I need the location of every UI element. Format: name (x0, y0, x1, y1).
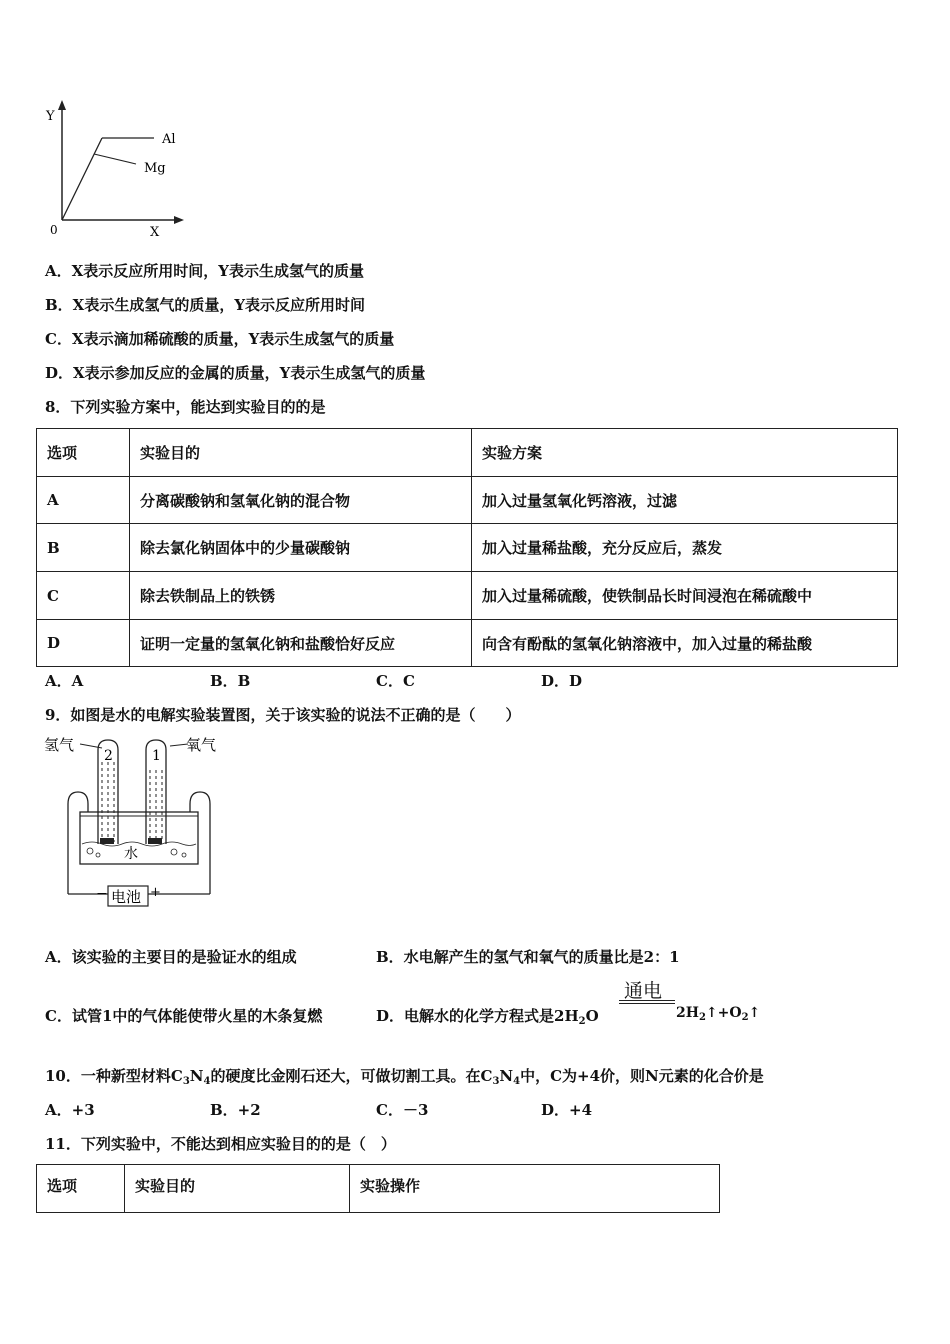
q10-answer-c: C．－3 (376, 1101, 429, 1119)
q8-answer-c: C．C (376, 672, 415, 690)
table-cell: A (37, 477, 130, 524)
q8-question: 8．下列实验方案中，能达到实验目的的是 (45, 398, 326, 416)
header-cell: 选项 (37, 1165, 125, 1213)
option-d-text: D．电解水的化学方程式是2H (376, 1007, 579, 1025)
q10-answer-d: D．+4 (541, 1101, 593, 1119)
subscript: 2 (578, 1016, 586, 1027)
subscript: 3 (182, 1076, 190, 1087)
electrolysis-apparatus (40, 734, 220, 914)
x-axis-label: X (150, 225, 160, 240)
reaction-condition: 通电 (624, 980, 663, 1002)
q9-question: 9．如图是水的电解实验装置图，关于该实验的说法不正确的是（ ） (45, 706, 521, 724)
minus-label: − (96, 886, 108, 902)
subscript: 3 (492, 1076, 500, 1087)
table-row (37, 524, 898, 572)
subscript: 2 (698, 1012, 706, 1023)
header-cell: 实验目的 (130, 429, 472, 477)
table-cell: 加入过量氢氧化钙溶液，过滤 (472, 477, 898, 524)
table-cell: 除去氯化钠固体中的少量碳酸钠 (130, 524, 472, 572)
q10-answer-b: B．+2 (210, 1101, 261, 1119)
subscript: 2 (741, 1012, 749, 1023)
q10-question (45, 1065, 764, 1087)
oxygen-label: 氧气 (186, 736, 217, 754)
text-part: 10．一种新型材料C (45, 1067, 183, 1085)
q9-option-a: A．该实验的主要目的是验证水的组成 (45, 948, 297, 966)
table-cell: 除去铁制品上的铁锈 (130, 572, 472, 620)
header-cell: 实验操作 (350, 1165, 720, 1213)
tube-1-label: 1 (152, 748, 161, 764)
q7-option-a: A．X表示反应所用时间，Y表示生成氢气的质量 (45, 262, 364, 280)
q8-answer-b: B．B (210, 672, 251, 690)
table-cell: 分离碳酸钠和氢氧化钠的混合物 (130, 477, 472, 524)
formula-part: 2H (676, 1005, 699, 1021)
q8-table (36, 428, 898, 667)
reaction-arrow-line (619, 1000, 675, 1001)
q9-option-b: B．水电解产生的氢气和氧气的质量比是2：1 (376, 948, 680, 966)
q8-answer-a: A．A (45, 672, 84, 690)
tube-2-label: 2 (104, 748, 113, 764)
table-header-row (37, 429, 898, 477)
q8-answer-d: D．D (541, 672, 583, 690)
mg-line (94, 154, 136, 164)
table-cell: 向含有酚酞的氢氧化钠溶液中，加入过量的稀盐酸 (472, 620, 898, 667)
q9-option-c: C．试管1中的气体能使带火星的木条复燃 (45, 1007, 323, 1025)
origin-label: 0 (50, 223, 58, 237)
table-cell: C (37, 572, 130, 620)
reaction-products (676, 1005, 760, 1023)
battery-label: 电池 (111, 888, 142, 906)
text-part: N (499, 1067, 514, 1085)
subscript: 4 (513, 1076, 521, 1087)
formula-part: ↑ (748, 1005, 761, 1021)
header-cell: 实验方案 (472, 429, 898, 477)
table-row (37, 572, 898, 620)
q7-graph (40, 96, 200, 246)
formula-part: ↑+O (705, 1005, 742, 1021)
water-label: 水 (124, 846, 138, 862)
hydrogen-label: 氢气 (44, 736, 75, 754)
q11-table (36, 1164, 720, 1213)
al-label: Al (162, 132, 176, 147)
formula-part: O (585, 1007, 599, 1025)
q9-option-d (376, 1005, 599, 1027)
q7-option-b: B．X表示生成氢气的质量，Y表示反应所用时间 (45, 296, 366, 314)
q7-option-d: D．X表示参加反应的金属的质量，Y表示生成氢气的质量 (45, 364, 426, 382)
y-axis-label: Y (46, 109, 55, 124)
table-cell: 加入过量稀盐酸，充分反应后，蒸发 (472, 524, 898, 572)
mg-label: Mg (144, 161, 166, 176)
subscript: 4 (203, 1076, 211, 1087)
al-line (62, 138, 102, 220)
q11-question: 11．下列实验中，不能达到相应实验目的的是（ ） (45, 1135, 396, 1153)
plus-label: + (150, 885, 161, 900)
table-cell: 加入过量稀硫酸，使铁制品长时间浸泡在稀硫酸中 (472, 572, 898, 620)
table-row (37, 620, 898, 667)
q7-option-c: C．X表示滴加稀硫酸的质量，Y表示生成氢气的质量 (45, 330, 395, 348)
text-part: 的硬度比金刚石还大，可做切割工具。在C (210, 1067, 493, 1085)
text-part: N (189, 1067, 204, 1085)
q10-answer-a: A．+3 (45, 1101, 95, 1119)
table-header-row (37, 1165, 720, 1213)
table-row (37, 477, 898, 524)
header-cell: 选项 (37, 429, 130, 477)
text-part: 中，C为+4价，则N元素的化合价是 (520, 1067, 764, 1085)
table-cell: B (37, 524, 130, 572)
reaction-arrow-line (619, 1003, 675, 1004)
table-cell: D (37, 620, 130, 667)
table-cell: 证明一定量的氢氧化钠和盐酸恰好反应 (130, 620, 472, 667)
header-cell: 实验目的 (125, 1165, 350, 1213)
